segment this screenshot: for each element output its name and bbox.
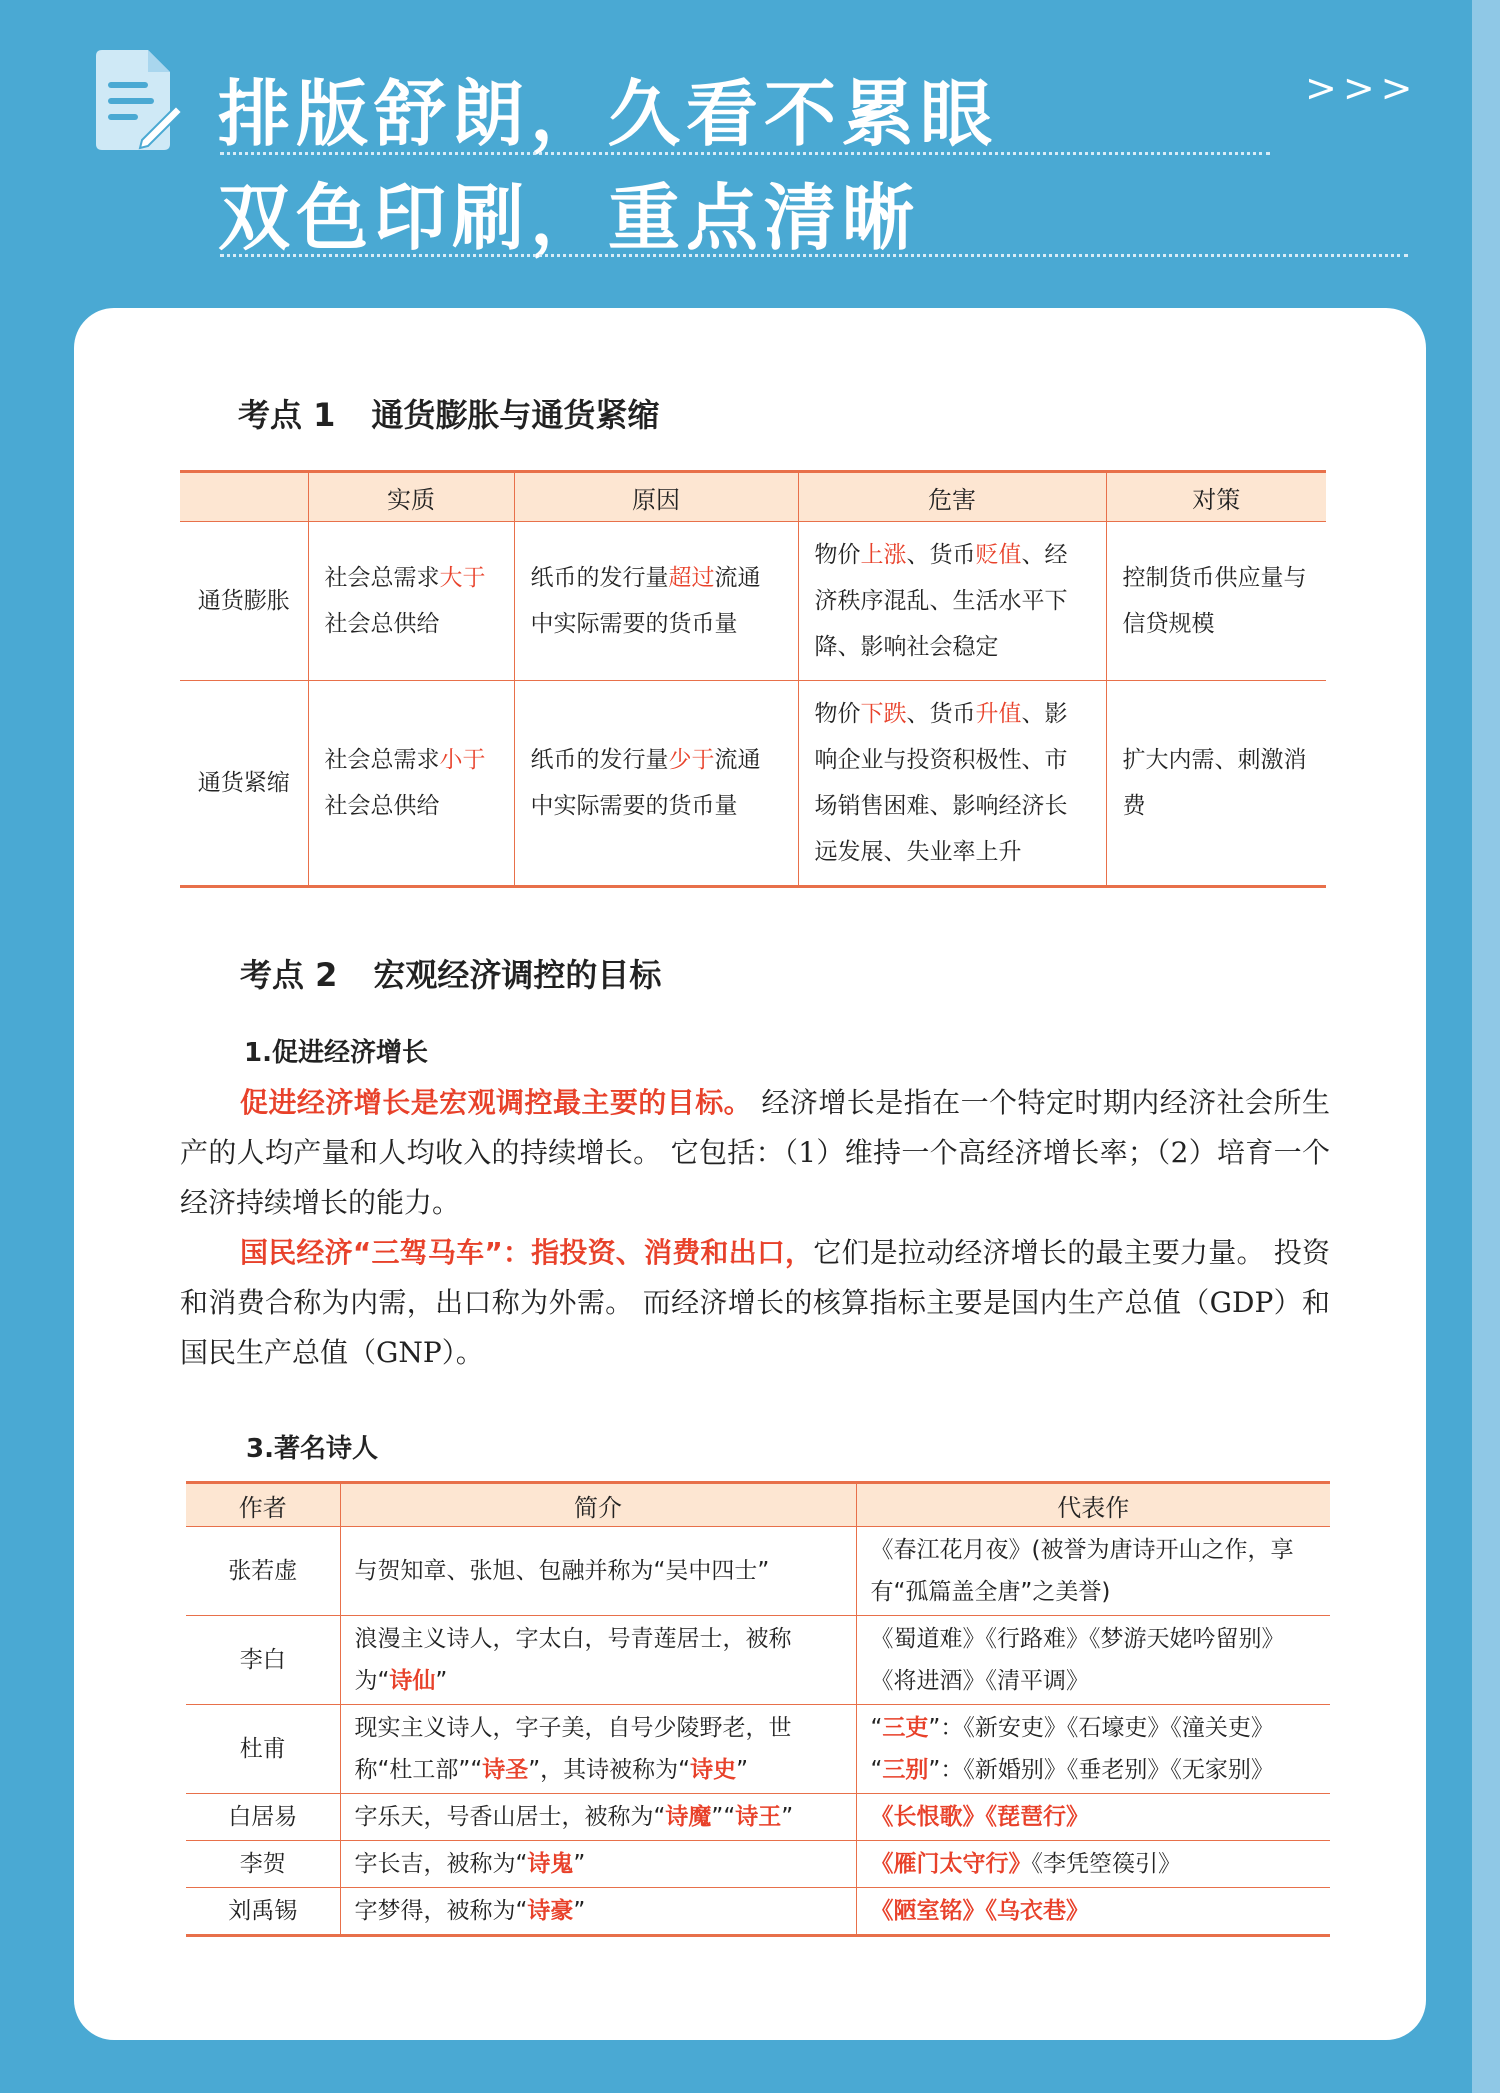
works-cell: “三吏”：《新安吏》《石壕吏》《潼关吏》 “三别”：《新婚别》《垂老别》《无家别》 bbox=[856, 1705, 1330, 1794]
works-cell: 《长恨歌》《琵琶行》 bbox=[856, 1794, 1330, 1841]
section2-number: 考点 2 bbox=[240, 956, 338, 994]
works-cell: 《蜀道难》《行路难》《梦游天姥吟留别》《将进酒》《清平调》 bbox=[856, 1616, 1330, 1705]
document-pen-icon bbox=[92, 48, 182, 152]
intro-cell: 浪漫主义诗人，字太白，号青莲居士，被称为“诗仙” bbox=[340, 1616, 856, 1705]
header-harm: 危害 bbox=[798, 472, 1106, 522]
section1-title bbox=[238, 390, 659, 436]
intro-cell: 字梦得，被称为“诗豪” bbox=[340, 1888, 856, 1936]
works-cell: 《雁门太守行》《李凭箜篌引》 bbox=[856, 1841, 1330, 1888]
table-row bbox=[180, 522, 1326, 681]
subsection-poets: 3.著名诗人 bbox=[246, 1434, 378, 1464]
right-edge-strip bbox=[1472, 0, 1500, 2093]
cause-cell: 纸币的发行量少于流通中实际需要的货币量 bbox=[514, 681, 798, 887]
paragraph-three-carriages: 国民经济“三驾马车”：指投资、消费和出口，它们是拉动经济增长的最主要力量。 投资和消费合称为内需，出口称为外需。 而经济增长的核算指标主要是国内生产总值（GDP）和国民生产总值（GNP）。 bbox=[180, 1236, 1331, 1369]
measure-cell: 控制货币供应量与信贷规模 bbox=[1106, 522, 1326, 681]
header-cause: 原因 bbox=[514, 472, 798, 522]
intro-cell: 现实主义诗人，字子美，自号少陵野老，世称“杜工部”“诗圣”，其诗被称为“诗史” bbox=[340, 1705, 856, 1794]
harm-cell: 物价上涨、货币贬值、经济秩序混乱、生活水平下降、影响社会稳定 bbox=[798, 522, 1106, 681]
table-row bbox=[186, 1616, 1330, 1705]
essence-cell: 社会总需求大于社会总供给 bbox=[308, 522, 514, 681]
author-cell: 杜甫 bbox=[239, 1736, 286, 1762]
intro-cell: 字乐天，号香山居士，被称为“诗魔”“诗王” bbox=[340, 1794, 856, 1841]
intro-cell: 与贺知章、张旭、包融并称为“吴中四士” bbox=[340, 1527, 856, 1616]
author-cell: 李贺 bbox=[239, 1851, 286, 1877]
content-card bbox=[74, 308, 1426, 2040]
table-row bbox=[180, 681, 1326, 887]
section2-title bbox=[240, 950, 661, 996]
highlight-text: 促进经济增长是宏观调控最主要的目标。 bbox=[240, 1086, 753, 1119]
table-row bbox=[186, 1888, 1330, 1936]
header-author: 作者 bbox=[238, 1493, 287, 1522]
subsection-economic-growth: 1.促进经济增长 bbox=[244, 1038, 428, 1068]
table-row bbox=[186, 1794, 1330, 1841]
measure-cell: 扩大内需、刺激消费 bbox=[1106, 681, 1326, 887]
inflation-table bbox=[180, 470, 1326, 888]
harm-cell: 物价下跌、货币升值、影响企业与投资积极性、市场销售困难、影响经济长远发展、失业率上升 bbox=[798, 681, 1106, 887]
row-label: 通货紧缩 bbox=[197, 770, 290, 796]
header-measure: 对策 bbox=[1106, 472, 1326, 522]
section2-title-text: 宏观经济调控的目标 bbox=[373, 956, 662, 994]
section1-title-text: 通货膨胀与通货紧缩 bbox=[371, 396, 660, 434]
paragraph-growth: 促进经济增长是宏观调控最主要的目标。 经济增长是指在一个特定时期内经济社会所生产的人均产量和人均收入的持续增长。 它包括：（1）维持一个高经济增长率；（2）培育一个经济持续增长的能力。 bbox=[180, 1086, 1330, 1219]
page-header bbox=[0, 0, 1472, 300]
highlight-text: 国民经济“三驾马车”：指投资、消费和出口， bbox=[240, 1236, 814, 1269]
poets-table bbox=[186, 1481, 1330, 1937]
author-cell: 张若虚 bbox=[228, 1558, 298, 1584]
inflation-table-header bbox=[180, 472, 1326, 522]
works-cell: 《陋室铭》《乌衣巷》 bbox=[856, 1888, 1330, 1936]
works-cell: 《春江花月夜》(被誉为唐诗开山之作，享有“孤篇盖全唐”之美誉) bbox=[856, 1527, 1330, 1616]
dotted-divider-2 bbox=[220, 254, 1408, 257]
row-label: 通货膨胀 bbox=[197, 588, 290, 614]
essence-cell: 社会总需求小于社会总供给 bbox=[308, 681, 514, 887]
header-blank bbox=[180, 472, 308, 522]
section1-number: 考点 1 bbox=[238, 396, 336, 434]
header-works: 代表作 bbox=[856, 1483, 1330, 1527]
intro-cell: 字长吉，被称为“诗鬼” bbox=[340, 1841, 856, 1888]
author-cell: 刘禹锡 bbox=[228, 1898, 298, 1924]
header-essence: 实质 bbox=[308, 472, 514, 522]
arrows-decoration: >>> bbox=[1305, 66, 1419, 110]
poets-table-header bbox=[186, 1483, 1330, 1527]
table-row bbox=[186, 1527, 1330, 1616]
cause-cell: 纸币的发行量超过流通中实际需要的货币量 bbox=[514, 522, 798, 681]
table-row bbox=[186, 1705, 1330, 1794]
author-cell: 李白 bbox=[239, 1647, 286, 1673]
author-cell: 白居易 bbox=[228, 1804, 298, 1830]
table-row bbox=[186, 1841, 1330, 1888]
headline-line-1: 排版舒朗，久看不累眼 bbox=[218, 72, 999, 156]
header-intro: 简介 bbox=[340, 1483, 856, 1527]
headline-line-2: 双色印刷，重点清晰 bbox=[218, 176, 921, 260]
dotted-divider-1 bbox=[220, 152, 1270, 155]
poets-table-body bbox=[186, 1527, 1330, 1936]
